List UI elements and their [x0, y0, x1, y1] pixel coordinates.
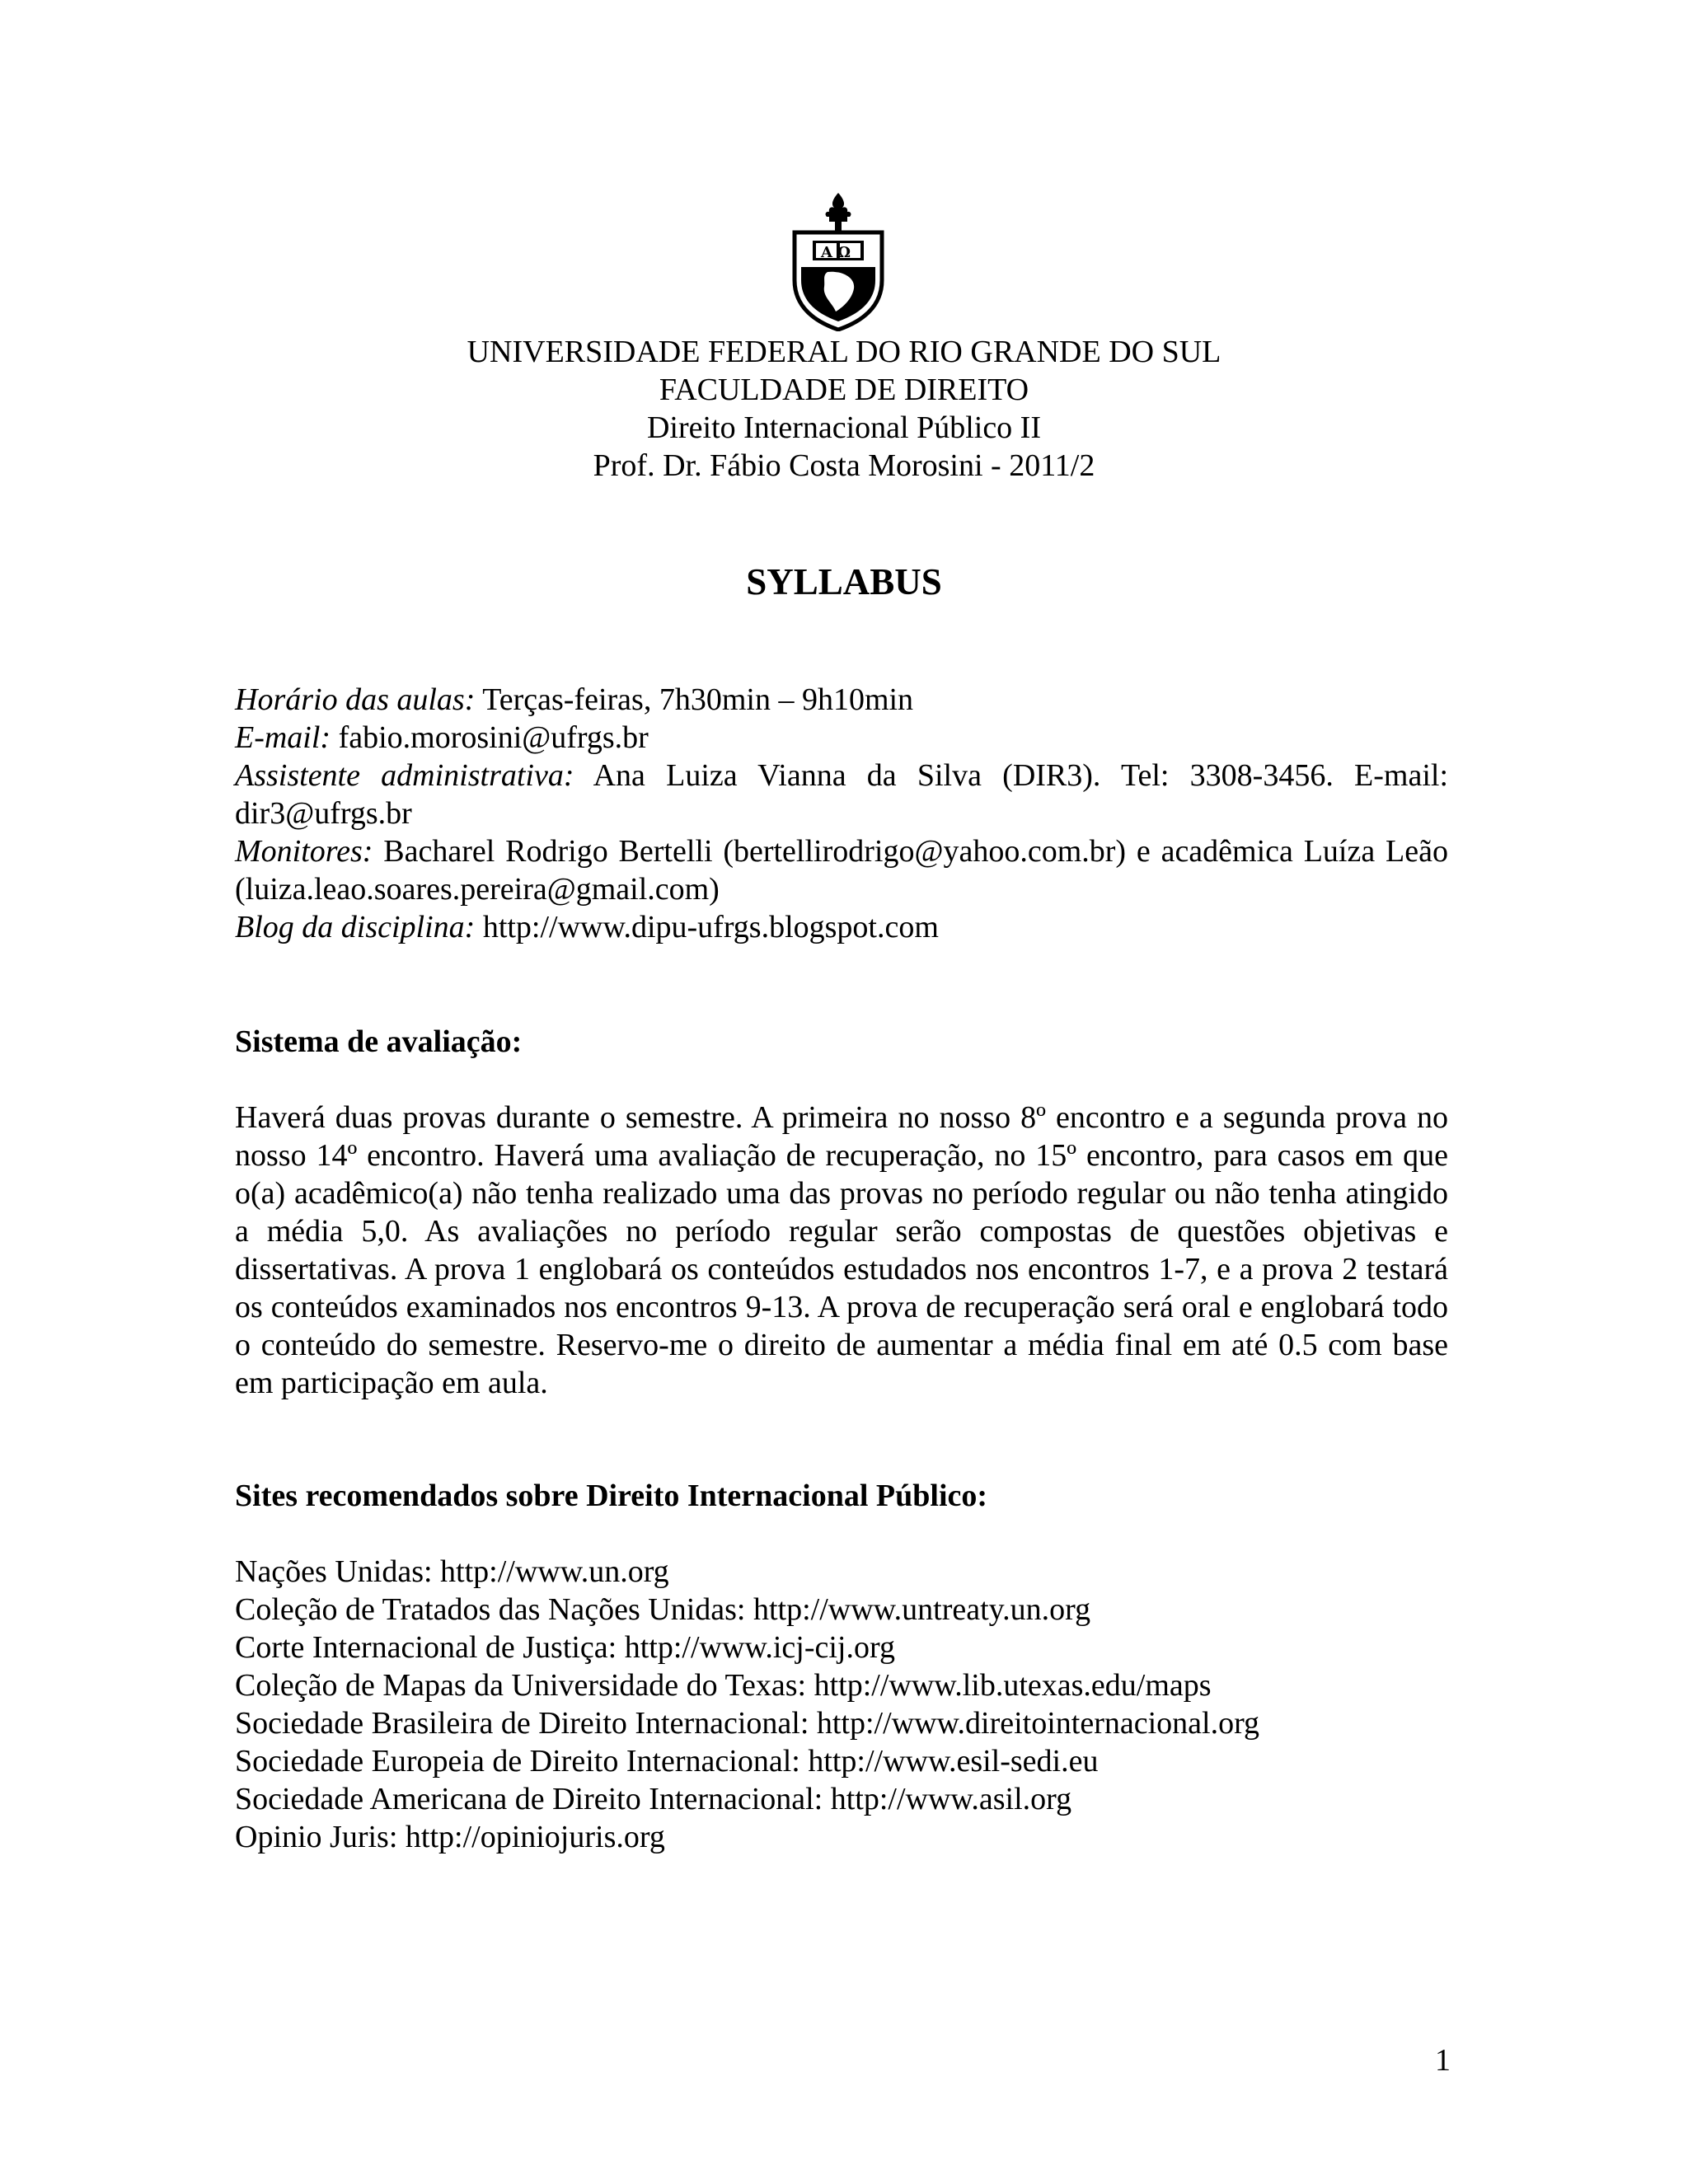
- page-title: SYLLABUS: [746, 561, 942, 602]
- university-name: UNIVERSIDADE FEDERAL DO RIO GRANDE DO SUL: [467, 335, 1221, 369]
- evaluation-body: Haverá duas provas durante o semestre. A primeira no nosso 8º encontro e a segunda prova no nosso 14º encontro. Haverá uma avaliação de recuperação, no 15º encontro, para casos em que o(a) acadêmico(a) não tenha realizado uma das provas no período regular ou não tenha atingido a média 5,0. As avaliações no período regular serão compostas de questões objetivas e dissertativas. A prova 1 englobará os conteúdos estudados nos encontros 1-7, e a prova 2 testará os conteúdos examinados nos encontros 9-13. A prova de recuperação será oral e englobará todo o conteúdo do semestre. Reservo-me o direito de aumentar a média final em até 0.5 com base em participação em aula.: [235, 1100, 1448, 1400]
- list-item: Opinio Juris: http://opiniojuris.org: [235, 1820, 665, 1854]
- email-value: fabio.morosini@ufrgs.br: [331, 720, 649, 755]
- page-number: 1: [1435, 2043, 1451, 2078]
- blog-label: Blog da disciplina:: [235, 910, 476, 944]
- list-item: Sociedade Brasileira de Direito Internacional: http://www.direitointernacional.org: [235, 1706, 1260, 1741]
- monitors-label: Monitores:: [235, 834, 373, 869]
- email-line: [235, 719, 1448, 757]
- blog-value: http://www.dipu-ufrgs.blogspot.com: [475, 910, 939, 944]
- course-name: Direito Internacional Público II: [646, 410, 1041, 445]
- evaluation-heading: Sistema de avaliação:: [235, 1024, 523, 1059]
- faculty-name: FACULDADE DE DIREITO: [659, 373, 1029, 407]
- monitors-value: Bacharel Rodrigo Bertelli (bertellirodrigo@yahoo.com.br) e acadêmica Luíza Leão (luiza.leao.soares.pereira@gmail.com): [235, 834, 1448, 907]
- crest-letters: AΩ: [821, 244, 856, 261]
- professor-name: Prof. Dr. Fábio Costa Morosini - 2011/2: [593, 448, 1095, 483]
- email-label: E-mail:: [235, 720, 331, 755]
- monitors-line: [235, 832, 1448, 908]
- sites-list: [235, 1553, 1448, 1856]
- list-item: Sociedade Europeia de Direito Internacional: http://www.esil-sedi.eu: [235, 1744, 1099, 1779]
- assistant-value: Ana Luiza Vianna da Silva (DIR3). Tel: 3308-3456. E-mail: dir3@ufrgs.br: [235, 758, 1448, 831]
- evaluation-section: [235, 1099, 1448, 1402]
- blog-line: [235, 908, 1448, 946]
- assistant-label: Assistente administrativa:: [235, 758, 574, 793]
- list-item: Coleção de Mapas da Universidade do Texas: http://www.lib.utexas.edu/maps: [235, 1668, 1212, 1703]
- schedule-label: Horário das aulas:: [235, 682, 476, 717]
- document-header: [0, 333, 1688, 485]
- assistant-line: [235, 757, 1448, 832]
- list-item: Nações Unidas: http://www.un.org: [235, 1554, 669, 1589]
- list-item: Sociedade Americana de Direito Internacional: http://www.asil.org: [235, 1782, 1072, 1816]
- sites-heading: Sites recomendados sobre Direito Internacional Público:: [235, 1479, 988, 1513]
- schedule-line: [235, 681, 1448, 719]
- list-item: Coleção de Tratados das Nações Unidas: http://www.untreaty.un.org: [235, 1592, 1091, 1627]
- schedule-value: Terças-feiras, 7h30min – 9h10min: [475, 682, 914, 717]
- university-crest-logo: [790, 191, 887, 331]
- list-item: Corte Internacional de Justiça: http://www.icj-cij.org: [235, 1630, 895, 1665]
- course-info: [235, 681, 1448, 946]
